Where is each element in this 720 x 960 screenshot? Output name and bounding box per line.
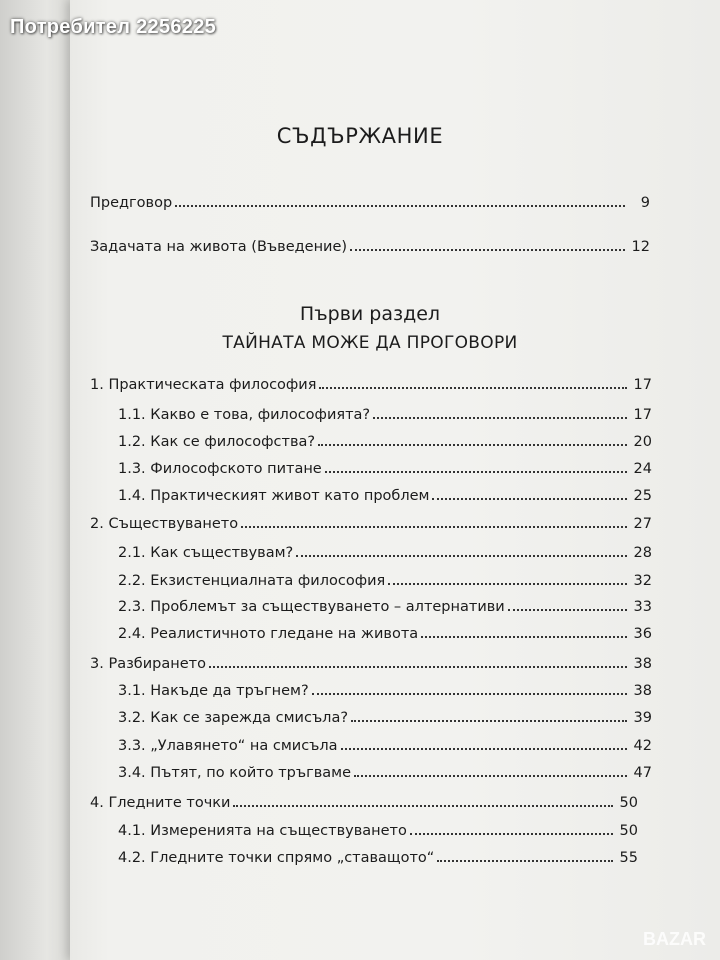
toc-entry-page: 36 [633, 626, 652, 642]
toc-entry-page: 39 [633, 710, 652, 726]
toc-entry-page: 33 [633, 599, 652, 615]
dot-leader [241, 525, 627, 528]
toc-entry-page: 24 [633, 461, 652, 477]
toc-entry-text: 2.4. Реалистичното гледане на живота [118, 626, 419, 642]
toc-entry-text: 1.4. Практическият живот като проблем [118, 488, 430, 504]
toc-entry-text: 1.3. Философското питане [118, 461, 322, 477]
toc-entry-preface [90, 195, 650, 211]
toc-entry-page: 17 [633, 377, 652, 393]
dot-leader [437, 859, 613, 862]
toc-subentry [118, 850, 638, 866]
dot-leader [233, 804, 613, 807]
toc-chapter [90, 656, 652, 672]
toc-entry-page: 42 [633, 738, 652, 754]
toc-entry-text: 3. Разбирането [90, 656, 206, 672]
toc-subentry [118, 683, 652, 699]
dot-leader [508, 608, 627, 611]
page-title: СЪДЪРЖАНИЕ [276, 124, 444, 148]
toc-entry-text: 3.4. Пътят, по който тръгваме [118, 765, 352, 781]
toc-entry-page: 47 [633, 765, 652, 781]
dot-leader [350, 248, 625, 251]
watermark-logo: BAZAR [643, 929, 706, 949]
dot-leader [351, 719, 627, 722]
toc-entry-page: 20 [633, 434, 652, 450]
toc-entry-text: Задачата на живота (Въведение) [90, 239, 348, 255]
toc-entry-text: 3.2. Как се зарежда смисъла? [118, 710, 349, 726]
dot-leader [388, 582, 627, 585]
toc-entry-text: 2. Съществуването [90, 516, 239, 532]
toc-subentry [118, 738, 652, 754]
toc-entry-page: 25 [633, 488, 652, 504]
toc-subentry [118, 599, 652, 615]
toc-subentry [118, 573, 652, 589]
toc-entry-page: 50 [619, 823, 638, 839]
toc-entry-text: 1.2. Как се философства? [118, 434, 316, 450]
dot-leader [312, 692, 627, 695]
toc-entry-text: 3.1. Накъде да тръгнем? [118, 683, 309, 699]
toc-subentry [118, 545, 652, 561]
toc-entry-text: 1.1. Какво е това, философията? [118, 407, 371, 423]
toc-entry-page: 12 [631, 239, 650, 255]
toc-entry-text: 3.3. „Улавянето“ на смисъла [118, 738, 338, 754]
dot-leader [209, 665, 627, 668]
toc-subentry [118, 407, 652, 423]
toc-subentry [118, 765, 652, 781]
toc-chapter [90, 516, 652, 532]
toc-entry-text: 2.2. Екзистенциалната философия [118, 573, 386, 589]
dot-leader [421, 635, 627, 638]
dot-leader [373, 416, 627, 419]
dot-leader [354, 774, 627, 777]
toc-entry-page: 55 [619, 850, 638, 866]
toc-entry-page: 27 [633, 516, 652, 532]
toc-entry-text: 2.3. Проблемът за съществуването – алтернативи [118, 599, 505, 615]
toc-subentry [118, 626, 652, 642]
dot-leader [296, 554, 627, 557]
user-label: Потребител 2256225 [10, 16, 217, 38]
toc-entry-text: 1. Практическата философия [90, 377, 317, 393]
dot-leader [325, 470, 627, 473]
dot-leader [410, 832, 613, 835]
toc-subentry [118, 710, 652, 726]
toc-entry-page: 28 [633, 545, 652, 561]
toc-entry-page: 17 [633, 407, 652, 423]
toc-subentry [118, 434, 652, 450]
dot-leader [175, 204, 625, 207]
toc-subentry [118, 823, 638, 839]
toc-subentry [118, 488, 652, 504]
toc-entry-page: 38 [633, 656, 652, 672]
toc-entry-text: 4. Гледните точки [90, 795, 231, 811]
dot-leader [318, 443, 627, 446]
dot-leader [319, 386, 627, 389]
toc-entry-introduction [90, 239, 650, 255]
dot-leader [341, 747, 627, 750]
toc-entry-page: 50 [619, 795, 638, 811]
section-title: Първи раздел [299, 303, 441, 325]
toc-entry-text: Предговор [90, 195, 173, 211]
dot-leader [432, 497, 627, 500]
toc-entry-text: 4.1. Измеренията на съществуването [118, 823, 407, 839]
toc-entry-page: 9 [640, 195, 650, 211]
toc-chapter [90, 377, 652, 393]
toc-entry-text: 2.1. Как съществувам? [118, 545, 294, 561]
toc-entry-page: 38 [633, 683, 652, 699]
section-subtitle: ТАЙНАТА МОЖЕ ДА ПРОГОВОРИ [222, 333, 518, 353]
toc-subentry [118, 461, 652, 477]
toc-chapter [90, 795, 638, 811]
toc-entry-page: 32 [633, 573, 652, 589]
toc-entry-text: 4.2. Гледните точки спрямо „ставащото“ [118, 850, 435, 866]
